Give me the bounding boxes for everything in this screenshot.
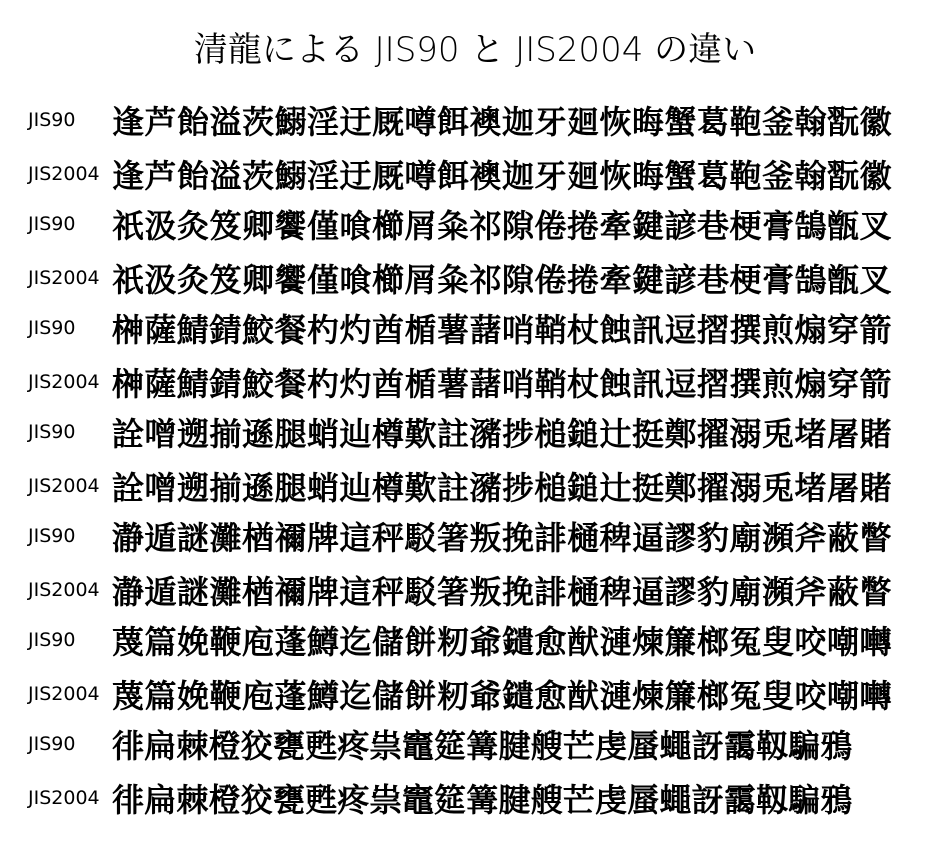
glyph-row-jis2004 — [0, 774, 950, 822]
row-label: JIS2004 — [28, 683, 100, 705]
comparison-group-7 — [0, 720, 950, 824]
comparison-group-6 — [0, 616, 950, 720]
glyph-row-jis90 — [0, 512, 950, 560]
row-label: JIS90 — [28, 213, 76, 235]
row-label: JIS2004 — [28, 371, 100, 393]
comparison-group-4 — [0, 408, 950, 512]
kanji-sequence: 榊薩鯖錆鮫餐杓灼酋楯薯藷哨鞘杖蝕訊逗摺撰煎煽穿箭 — [112, 365, 893, 403]
kanji-sequence: 榊薩鯖錆鮫餐杓灼酋楯薯藷哨鞘杖蝕訊逗摺撰煎煽穿箭 — [112, 311, 893, 349]
glyph-row-jis2004 — [0, 254, 950, 302]
row-label: JIS2004 — [28, 267, 100, 289]
glyph-row-jis90 — [0, 304, 950, 352]
row-label: JIS2004 — [28, 579, 100, 601]
kanji-sequence: 詮噌遡揃遜腿蛸辿樽歎註瀦捗槌鎚辻挺鄭擢溺兎堵屠賭 — [112, 415, 893, 453]
page-title: 清龍による JIS90 と JIS2004 の違い — [193, 30, 757, 70]
comparison-groups — [0, 96, 950, 824]
glyph-row-jis2004 — [0, 462, 950, 510]
row-label: JIS90 — [28, 109, 76, 131]
row-label: JIS2004 — [28, 475, 100, 497]
glyph-row-jis90 — [0, 616, 950, 664]
kanji-sequence: 徘扁棘橙狡甕甦疼祟竈筵篝腱艘芒虔蜃蠅訝靄靱騙鴉 — [112, 727, 853, 765]
kanji-sequence: 蔑篇娩鞭庖蓬鱒迄儲餅籾爺鑓愈猷漣煉簾榔冤叟咬嘲囀 — [112, 677, 893, 715]
row-label: JIS90 — [28, 421, 76, 443]
glyph-row-jis90 — [0, 720, 950, 768]
glyph-row-jis2004 — [0, 566, 950, 614]
row-label: JIS2004 — [28, 163, 100, 185]
row-label: JIS90 — [28, 317, 76, 339]
glyph-row-jis2004 — [0, 670, 950, 718]
glyph-row-jis90 — [0, 96, 950, 144]
kanji-sequence: 祇汲灸笈卿饗僅喰櫛屑粂祁隙倦捲牽鍵諺巷梗膏鵠甑叉 — [112, 261, 893, 299]
glyph-row-jis2004 — [0, 150, 950, 198]
kanji-sequence: 徘扁棘橙狡甕甦疼祟竈筵篝腱艘芒虔蜃蠅訝靄靱騙鴉 — [112, 781, 853, 819]
kanji-sequence: 逢芦飴溢茨鰯淫迂厩噂餌襖迦牙廻恢晦蟹葛鞄釜翰翫徽 — [112, 157, 893, 195]
row-label: JIS90 — [28, 733, 76, 755]
kanji-sequence: 瀞遁謎灘楢禰牌這秤駁箸叛挽誹樋稗逼謬豹廟瀕斧蔽瞥 — [112, 573, 893, 611]
row-label: JIS2004 — [28, 787, 100, 809]
glyph-row-jis2004 — [0, 358, 950, 406]
kanji-sequence: 蔑篇娩鞭庖蓬鱒迄儲餅籾爺鑓愈猷漣煉簾榔冤叟咬嘲囀 — [112, 623, 893, 661]
kanji-sequence: 詮噌遡揃遜腿蛸辿樽歎註瀦捗槌鎚辻挺鄭擢溺兎堵屠賭 — [112, 469, 893, 507]
glyph-row-jis90 — [0, 200, 950, 248]
row-label: JIS90 — [28, 525, 76, 547]
kanji-sequence: 祇汲灸笈卿饗僅喰櫛屑粂祁隙倦捲牽鍵諺巷梗膏鵠甑叉 — [112, 207, 893, 245]
row-label: JIS90 — [28, 629, 76, 651]
comparison-group-3 — [0, 304, 950, 408]
glyph-row-jis90 — [0, 408, 950, 456]
comparison-group-1 — [0, 96, 950, 200]
kanji-sequence: 瀞遁謎灘楢禰牌這秤駁箸叛挽誹樋稗逼謬豹廟瀕斧蔽瞥 — [112, 519, 893, 557]
kanji-sequence: 逢芦飴溢茨鰯淫迂厩噂餌襖迦牙廻恢晦蟹葛鞄釜翰翫徽 — [112, 103, 893, 141]
comparison-group-2 — [0, 200, 950, 304]
comparison-group-5 — [0, 512, 950, 616]
